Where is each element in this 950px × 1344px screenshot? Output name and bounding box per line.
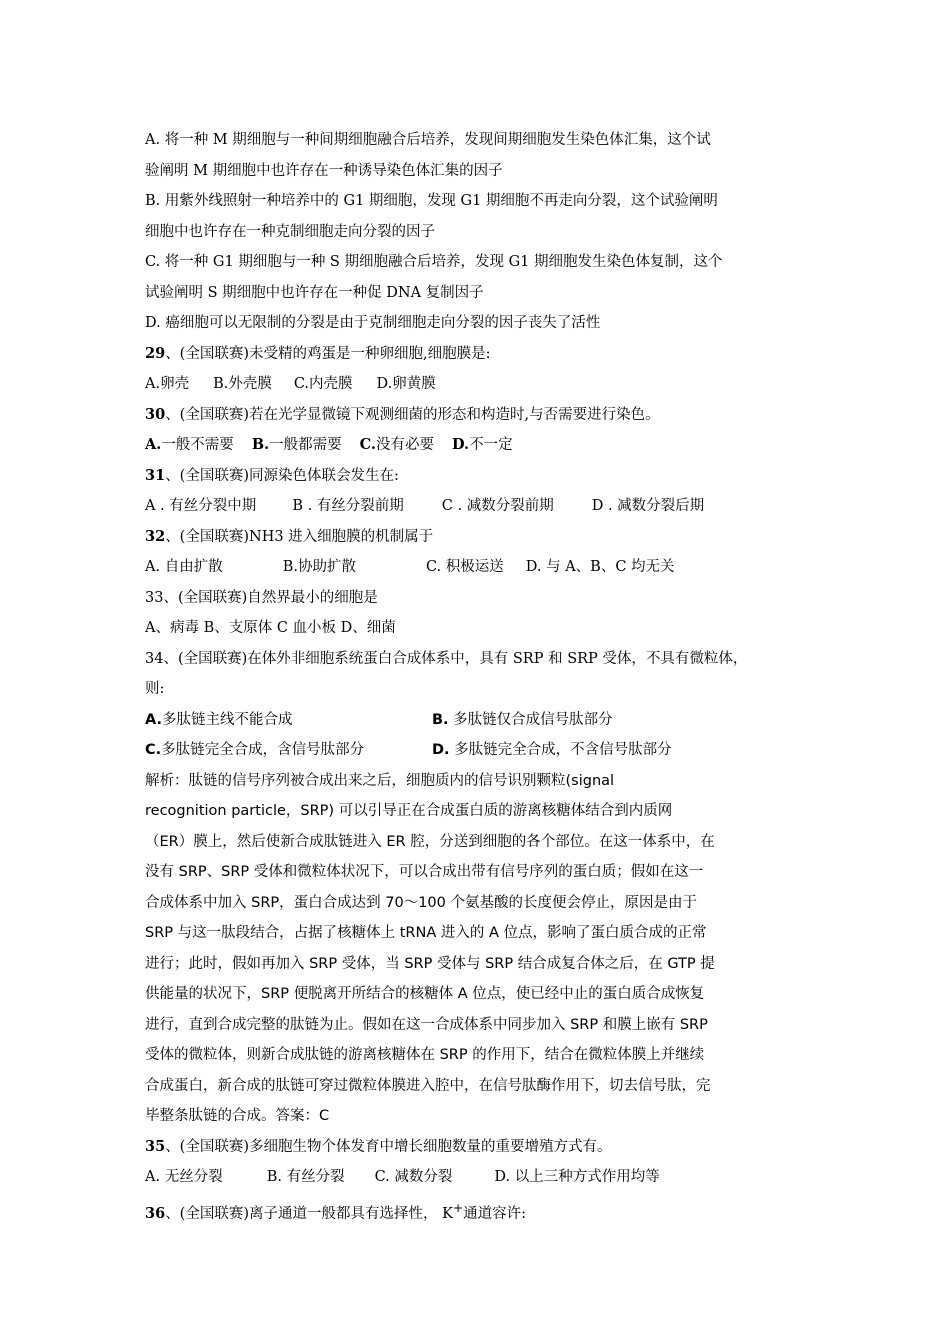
analysis-line: 没有 SRP、SRP 受体和微粒体状况下，可以合成出带有信号序列的蛋白质；假如在这一 bbox=[145, 864, 704, 880]
option-a-line-1: A. 将一种 M 期细胞与一种间期细胞融合后培养，发现间期细胞发生染色体汇集，这个试 bbox=[145, 132, 711, 148]
question-number: 36 bbox=[145, 1204, 166, 1222]
option: B.协助扩散 bbox=[282, 559, 356, 575]
option-letter: C. bbox=[359, 436, 376, 453]
option: B.外壳膜 bbox=[213, 376, 272, 392]
question-number: 35 bbox=[145, 1137, 166, 1155]
option: D. 与 A、B、C 均无关 bbox=[525, 559, 675, 575]
analysis-line: 供能量的状况下，SRP 便脱离开所结合的核糖体 A 位点，使已经中止的蛋白质合成恢复 bbox=[145, 986, 705, 1002]
question-35-options bbox=[145, 1162, 810, 1193]
analysis-line: 进行，直到合成完整的肽链为止。假如在这一合成体系中同步加入 SRP 和膜上嵌有 SRP bbox=[145, 1016, 708, 1033]
option: C.内壳膜 bbox=[293, 376, 353, 392]
option-d-line: D. 癌细胞可以无限制的分裂是由于克制细胞走向分裂的因子丧失了活性 bbox=[145, 315, 601, 331]
option: A . 有丝分裂中期 bbox=[145, 498, 257, 514]
option-text: 一般都需要 bbox=[269, 437, 342, 453]
question-36 bbox=[145, 1193, 810, 1224]
option-text: 不一定 bbox=[469, 437, 513, 453]
question-29-options bbox=[145, 369, 810, 400]
question-text: 、(全国联赛)未受精的鸡蛋是一种卵细胞,细胞膜是: bbox=[165, 345, 491, 362]
question-33-options: A、病毒 B、支原体 C 血小板 D、细菌 bbox=[145, 620, 396, 636]
question-30-options bbox=[145, 430, 810, 461]
question-34-options-row-2 bbox=[145, 735, 810, 766]
option-text: 多肽链完全合成，含信号肽部分 bbox=[161, 742, 365, 758]
document-content bbox=[145, 125, 810, 1223]
analysis-line: 合成体系中加入 SRP，蛋白合成达到 70～100 个氨基酸的长度便会停止，原因是由于 bbox=[145, 894, 697, 911]
option: A. 无丝分裂 bbox=[145, 1169, 223, 1185]
question-34-options-row-1 bbox=[145, 705, 810, 736]
question-number: 31 bbox=[145, 466, 166, 484]
question-31 bbox=[145, 461, 810, 492]
option-text: 没有必要 bbox=[375, 437, 434, 453]
option-letter: B. bbox=[251, 436, 270, 453]
question-31-options bbox=[145, 491, 810, 522]
question-text: 、(全国联赛)若在光学显微镜下观测细菌的形态和构造时,与否需要进行染色。 bbox=[165, 406, 660, 423]
question-34-line-1: 34、(全国联赛)在体外非细胞系统蛋白合成体系中，具有 SRP 和 SRP 受体，不具有微粒体， bbox=[145, 650, 748, 667]
analysis-line: 进行；此时，假如再加入 SRP 受体，当 SRP 受体与 SRP 结合成复合体之后，在 GTP 提 bbox=[145, 955, 715, 972]
option-c-line-1: C. 将一种 G1 期细胞与一种 S 期细胞融合后培养，发现 G1 期细胞发生染色体复制，这个 bbox=[145, 254, 723, 270]
question-number: 29 bbox=[145, 344, 166, 362]
option-letter: D. bbox=[432, 742, 450, 758]
option-letter: D. bbox=[451, 436, 470, 453]
option-text: 一般不需要 bbox=[161, 437, 234, 453]
option-b-line-1: B. 用紫外线照射一种培养中的 G1 期细胞，发现 G1 期细胞不再走向分裂，这个试验阐明 bbox=[145, 193, 718, 209]
question-text: 、(全国联赛)离子通道一般都具有选择性， K bbox=[165, 1205, 453, 1222]
option-b-line-2: 细胞中也许存在一种克制细胞走向分裂的因子 bbox=[145, 223, 435, 240]
option-c-line-2: 试验阐明 S 期细胞中也许存在一种促 DNA 复制因子 bbox=[145, 284, 484, 301]
option: D. 以上三种方式作用均等 bbox=[494, 1169, 660, 1185]
option-letter: B. bbox=[432, 711, 449, 728]
option-letter: A. bbox=[145, 711, 162, 728]
option: D.卵黄膜 bbox=[376, 376, 436, 392]
option-text: 多肽链完全合成，不含信号肽部分 bbox=[449, 742, 672, 758]
superscript-plus: + bbox=[452, 1200, 464, 1215]
analysis-line: recognition particle，SRP) 可以引导正在合成蛋白质的游离核糖体结合到内质网 bbox=[145, 803, 673, 819]
question-number: 30 bbox=[145, 405, 166, 423]
question-29 bbox=[145, 339, 810, 370]
option: B. 有丝分裂 bbox=[266, 1169, 345, 1185]
question-number: 32 bbox=[145, 527, 166, 545]
question-text: 、(全国联赛)同源染色体联会发生在: bbox=[165, 467, 399, 484]
question-32-options bbox=[145, 552, 810, 583]
analysis-line: 毕整条肽链的合成。答案：C bbox=[145, 1108, 330, 1124]
question-33: 33、(全国联赛)自然界最小的细胞是 bbox=[145, 589, 378, 606]
option-letter: A. bbox=[145, 436, 162, 453]
analysis-line: （ER）膜上，然后使新合成肽链进入 ER 腔，分送到细胞的各个部位。在这一体系中，在 bbox=[145, 833, 715, 850]
question-32 bbox=[145, 522, 810, 553]
question-text: 、(全国联赛)NH3 进入细胞膜的机制属于 bbox=[165, 528, 434, 545]
option: B . 有丝分裂前期 bbox=[292, 498, 404, 514]
analysis-line: 解析：肽链的信号序列被合成出来之后，细胞质内的信号识别颗粒(signal bbox=[145, 772, 615, 789]
question-35 bbox=[145, 1132, 810, 1163]
option: C. 减数分裂 bbox=[374, 1169, 453, 1185]
option-text: 多肽链主线不能合成 bbox=[162, 711, 293, 728]
option-a-line-2: 验阐明 M 期细胞中也许存在一种诱导染色体汇集的因子 bbox=[145, 162, 503, 179]
question-30 bbox=[145, 400, 810, 431]
analysis-line: SRP 与这一肽段结合，占据了核糖体上 tRNA 进入的 A 位点，影响了蛋白质合成的正常 bbox=[145, 925, 707, 941]
option-letter: C. bbox=[145, 742, 162, 758]
option: C. 积极运送 bbox=[425, 559, 504, 575]
analysis-line: 合成蛋白，新合成的肽链可穿过微粒体膜进入腔中，在信号肽酶作用下，切去信号肽，完 bbox=[145, 1077, 711, 1094]
question-text-rest: 通道容许: bbox=[463, 1205, 526, 1222]
option: A.卵壳 bbox=[145, 376, 190, 392]
question-34-line-2: 则: bbox=[145, 681, 165, 697]
option: A. 自由扩散 bbox=[145, 559, 223, 575]
option: D . 减数分裂后期 bbox=[591, 498, 705, 514]
option-text: 多肽链仅合成信号肽部分 bbox=[448, 711, 613, 728]
option: C . 减数分裂前期 bbox=[441, 498, 554, 514]
question-text: 、(全国联赛)多细胞生物个体发育中增长细胞数量的重要增殖方式有。 bbox=[165, 1138, 612, 1155]
analysis-line: 受体的微粒体，则新合成肽链的游离核糖体在 SRP 的作用下，结合在微粒体膜上并继续 bbox=[145, 1047, 705, 1063]
